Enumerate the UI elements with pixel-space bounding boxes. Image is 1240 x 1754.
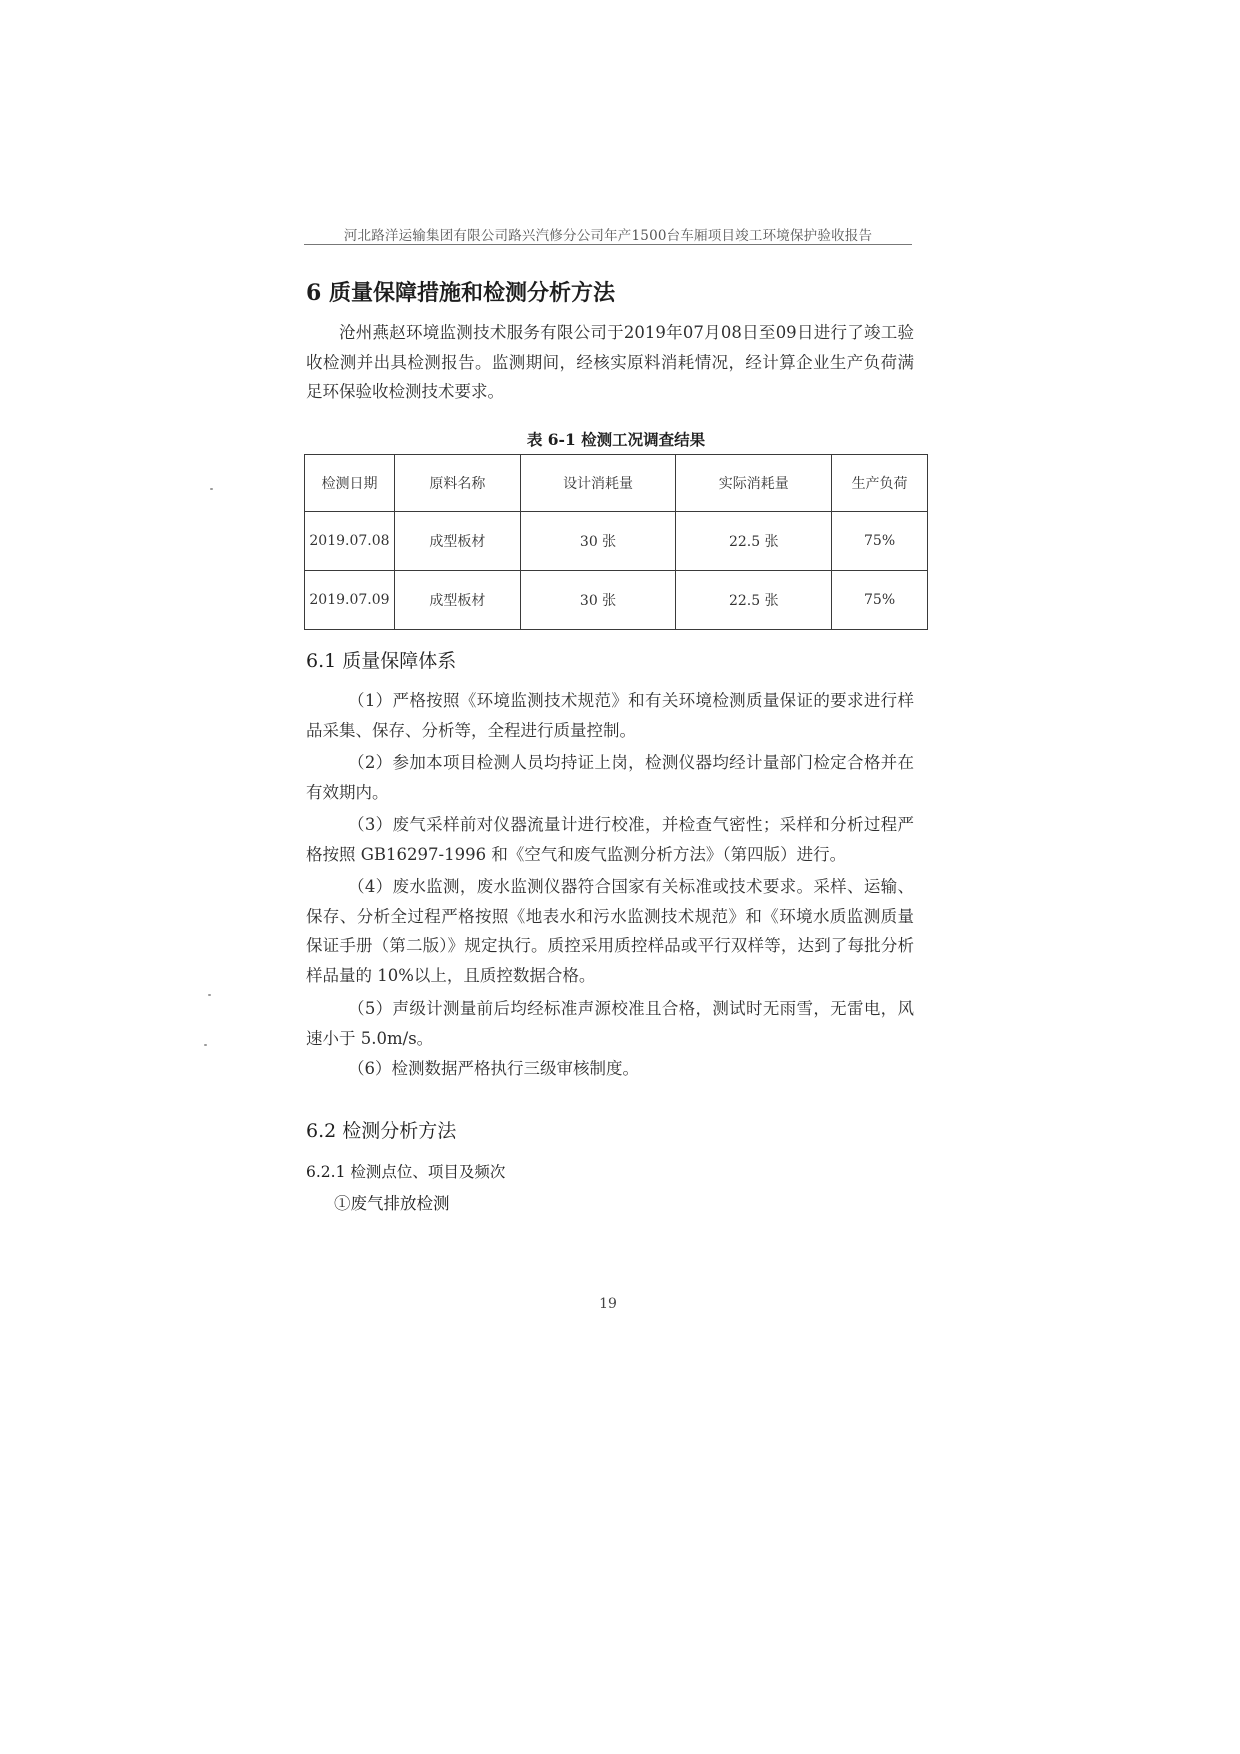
section-6-2-heading: 6.2 检测分析方法: [306, 1120, 457, 1142]
table-header-cell: 原料名称: [394, 455, 520, 512]
section-6-2-1-heading: 6.2.1 检测点位、项目及频次: [306, 1163, 506, 1181]
table-header-cell: 检测日期: [305, 455, 395, 512]
table-header-row: [305, 455, 928, 512]
table-cell: 75%: [832, 571, 928, 630]
list-item: （4）废水监测，废水监测仪器符合国家有关标准或技术要求。采样、运输、保存、分析全过程严格按照《地表水和污水监测技术规范》和《环境水质监测质量保证手册（第二版）》规定执行。质控采用质控样品或平行双样等，达到了每批分析样品量的 10%以上，且质控数据合格。: [306, 877, 914, 985]
list-item: （6）检测数据严格执行三级审核制度。: [348, 1059, 639, 1078]
table-cell: 成型板材: [394, 512, 520, 571]
sub-item: ①废气排放检测: [334, 1194, 450, 1213]
table-row: [305, 512, 928, 571]
table-caption: 表 6-1 检测工况调查结果: [526, 430, 706, 449]
table-header-cell: 生产负荷: [832, 455, 928, 512]
table-cell: 2019.07.08: [305, 512, 395, 571]
table-header-cell: 设计消耗量: [520, 455, 676, 512]
table-cell: 30 张: [520, 571, 676, 630]
table-row: [305, 571, 928, 630]
scan-speck: [210, 488, 213, 490]
list-item: （1）严格按照《环境监测技术规范》和有关环境检测质量保证的要求进行样品采集、保存、分析等，全程进行质量控制。: [306, 691, 914, 740]
section-6-1-heading: 6.1 质量保障体系: [306, 650, 457, 672]
list-item: （3）废气采样前对仪器流量计进行校准，并检查气密性；采样和分析过程严格按照 GB16297-1996 和《空气和废气监测分析方法》（第四版）进行。: [306, 815, 914, 864]
table-header-cell: 实际消耗量: [676, 455, 832, 512]
page-number: 19: [599, 1296, 617, 1312]
scan-speck: [208, 994, 211, 996]
scan-speck: [204, 1044, 207, 1046]
list-item: （5）声级计测量前后均经标准声源校准且合格，测试时无雨雪，无雷电，风速小于 5.0m/s。: [306, 999, 914, 1048]
table-cell: 22.5 张: [676, 512, 832, 571]
table-cell: 22.5 张: [676, 571, 832, 630]
header-rule: [304, 244, 912, 245]
section-6-heading: 6 质量保障措施和检测分析方法: [306, 280, 615, 306]
results-table: [304, 454, 928, 630]
list-item: （2）参加本项目检测人员均持证上岗，检测仪器均经计量部门检定合格并在有效期内。: [306, 753, 914, 802]
table-cell: 75%: [832, 512, 928, 571]
section-6-intro: 沧州燕赵环境监测技术服务有限公司于2019年07月08日至09日进行了竣工验收检测并出具检测报告。监测期间，经核实原料消耗情况，经计算企业生产负荷满足环保验收检测技术要求。: [306, 323, 914, 401]
running-header: 河北路洋运输集团有限公司路兴汽修分公司年产1500台车厢项目竣工环境保护验收报告: [343, 228, 873, 244]
table-cell: 2019.07.09: [305, 571, 395, 630]
table-cell: 成型板材: [394, 571, 520, 630]
table-cell: 30 张: [520, 512, 676, 571]
